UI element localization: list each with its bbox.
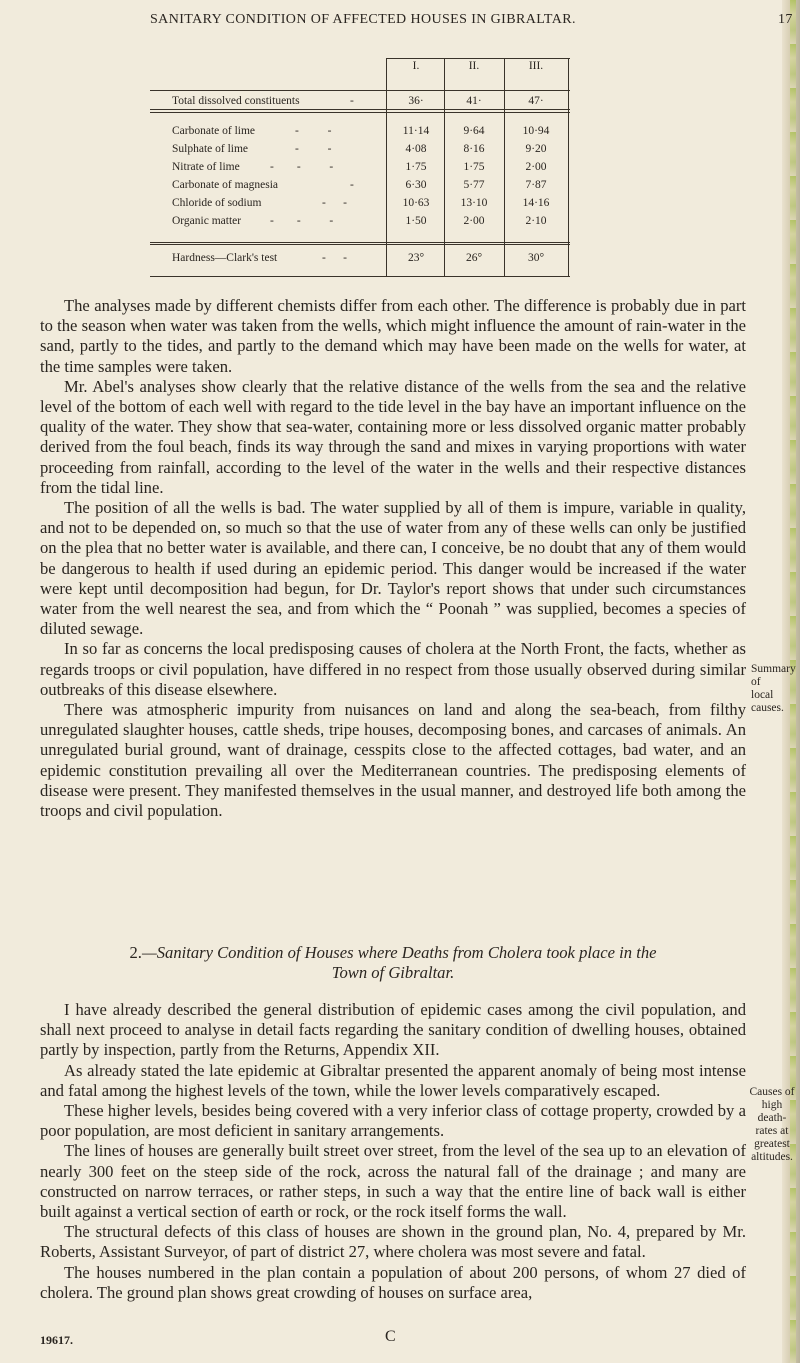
row-label: Chloride of sodium: [172, 197, 262, 209]
table-cell: 10·94: [522, 125, 550, 137]
table-cell: 7·87: [525, 179, 547, 191]
table-cell: 9·20: [525, 143, 547, 155]
paragraph: The position of all the wells is bad. The water supplied by all of them is impure, variable in quality, and not to be depended on, so much so that the use of water from any of these wells can only be justified on the plea that no better water is available, and there can, I conceive, be no doubt that any of them would be dangerous to health if used during an epidemic period. This danger would be increased if the water were kept until decomposition had begun, for Dr. Taylor's report shows that under such circumstances water from the well nearest the sea, and from which the “ Poonah ” was supplied, becomes a species of diluted sewage.: [40, 498, 746, 639]
table-cell: 1·75: [463, 161, 485, 173]
table-cell: 47·: [528, 95, 544, 107]
paragraph: Mr. Abel's analyses show clearly that the relative distance of the wells from the sea and the relative level of the bottom of each well with regard to the tide level in the bay have an important influence on the quality of the water. They show that sea-water, containing more or less dissolved organic matter probably derived from the foul beach, finds its way through the sand and mixes in varying proportions with water proceeding from rainfall, according to the level of the water in the wells and their respective distances from the tidal line.: [40, 376, 746, 497]
table-cell: 5·77: [463, 179, 485, 191]
table-cell: 8·16: [463, 143, 485, 155]
row-label: Organic matter: [172, 215, 242, 227]
print-number: 19617.: [40, 1333, 73, 1347]
signature-mark: C: [385, 1328, 396, 1345]
table-cell: 4·08: [405, 143, 427, 155]
table-cell: 6·30: [405, 179, 427, 191]
table-cell: 2·00: [525, 161, 547, 173]
section-heading: 2.—Sanitary Condition of Houses where Deaths from Cholera took place in the Town of Gibraltar.: [40, 943, 746, 983]
total-row-label: Total dissolved constituents: [172, 95, 300, 107]
section-title-line2: Town of Gibraltar.: [331, 963, 455, 983]
page-number: 17: [778, 12, 793, 27]
table-cell: 2·10: [525, 215, 547, 227]
water-analysis-table: I. II. III. Total dissolved constituents - 36· 41· 47· Carbonate of lime - - 11·14 9·64 10·94 Sulphate of lime - - 4·08 8·16 9·20 Nitrate of lime - - - 1·75 1·75 2·00 Carbonate of magnesia - 6·30 5·77 7·87 Chloride of sodium - - 10·63 13·10 14·16 Organic matter - - - 1·50 2·00 2·10 Hardness—Clark's test - - 23° 26° 30°: [150, 58, 570, 290]
paragraph: As already stated the late epidemic at Gibraltar presented the apparent anomaly of being most intense and fatal among the highest levels of the town, while the lower levels comparatively escaped.: [40, 1060, 746, 1100]
running-head-title: SANITARY CONDITION OF AFFECTED HOUSES IN GIBRALTAR.: [150, 12, 576, 27]
table-cell: 1·75: [405, 161, 427, 173]
section-number: 2.: [129, 943, 142, 962]
paragraph: In so far as concerns the local predisposing causes of cholera at the North Front, the facts, whether as regards troops or civil population, have differed in no respect from those usually observed during similar outbreaks of this disease elsewhere.: [40, 639, 746, 699]
table-cell: 30°: [527, 252, 545, 264]
table-cell: 9·64: [463, 125, 485, 137]
table-cell: 23°: [407, 252, 425, 264]
row-label: Nitrate of lime: [172, 161, 240, 173]
marginal-note-summary: Summary of local causes.: [751, 663, 796, 714]
table-cell: 10·63: [402, 197, 430, 209]
paragraph: These higher levels, besides being covered with a very inferior class of cottage property, crowded by a poor population, are most deficient in sanitary arrangements.: [40, 1101, 746, 1141]
column-header-2: II.: [468, 60, 480, 72]
column-header-1: I.: [412, 60, 420, 72]
paragraph: The structural defects of this class of houses are shown in the ground plan, No. 4, prepared by Mr. Roberts, Assistant Surveyor, of part of district 27, where cholera was most severe and fatal.: [40, 1222, 746, 1262]
row-label: Carbonate of magnesia: [172, 179, 279, 191]
table-cell: 41·: [466, 95, 482, 107]
table-cell: 36·: [408, 95, 424, 107]
column-header-3: III.: [528, 60, 544, 72]
paragraph: The houses numbered in the plan contain a population of about 200 persons, of whom 27 died of cholera. The ground plan shows great crowding of houses on surface area,: [40, 1262, 746, 1302]
section-title-line1: Sanitary Condition of Houses where Deaths from Cholera took place in the: [156, 943, 657, 962]
table-cell: 26°: [465, 252, 483, 264]
body-text-block-2: [40, 1000, 746, 1303]
paragraph: The analyses made by different chemists differ from each other. The difference is probably due in part to the season when water was taken from the wells, which might influence the amount of rain-water in the sand, partly to the tides, and partly to the demand which may have been made on the wells for water, at the time samples were taken.: [40, 296, 746, 376]
table-cell: 1·50: [405, 215, 427, 227]
table-cell: 11·14: [402, 125, 430, 137]
paragraph: There was atmospheric impurity from nuisances on land and along the sea-beach, from filthy unregulated slaughter houses, cattle sheds, tripe houses, decomposing bones, and carcases of animals. An unregulated burial ground, want of drainage, cesspits close to the affected cottages, bad water, and an epidemic constitution prevailing all over the Mediterranean countries. The predisposing elements of disease were present. They manifested themselves in the usual manner, and destroyed life both among the troops and civil population.: [40, 700, 746, 821]
paragraph: I have already described the general distribution of epidemic cases among the civil population, and shall next proceed to analyse in detail facts regarding the sanitary condition of dwelling houses, obtained partly by inspection, partly from the Returns, Appendix XII.: [40, 1000, 746, 1060]
table-cell: 14·16: [522, 197, 550, 209]
table-cell: 2·00: [463, 215, 485, 227]
hardness-row-label: Hardness—Clark's test: [172, 252, 278, 264]
marginal-note-causes: Causes of high death- rates at greatest altitudes.: [749, 1086, 795, 1163]
paragraph: The lines of houses are generally built street over street, from the level of the sea up to an elevation of nearly 300 feet on the steep side of the rock, across the natural fall of the drainage ; and many are constructed on narrow terraces, or rather steps, in such a way that the entire line of back wall is either built against a vertical section of earth or rock, or the rock itself forms the wall.: [40, 1141, 746, 1222]
body-text-block-1: [40, 296, 746, 821]
table-cell: 13·10: [460, 197, 488, 209]
row-label: Carbonate of lime: [172, 125, 256, 137]
row-label: Sulphate of lime: [172, 143, 249, 155]
